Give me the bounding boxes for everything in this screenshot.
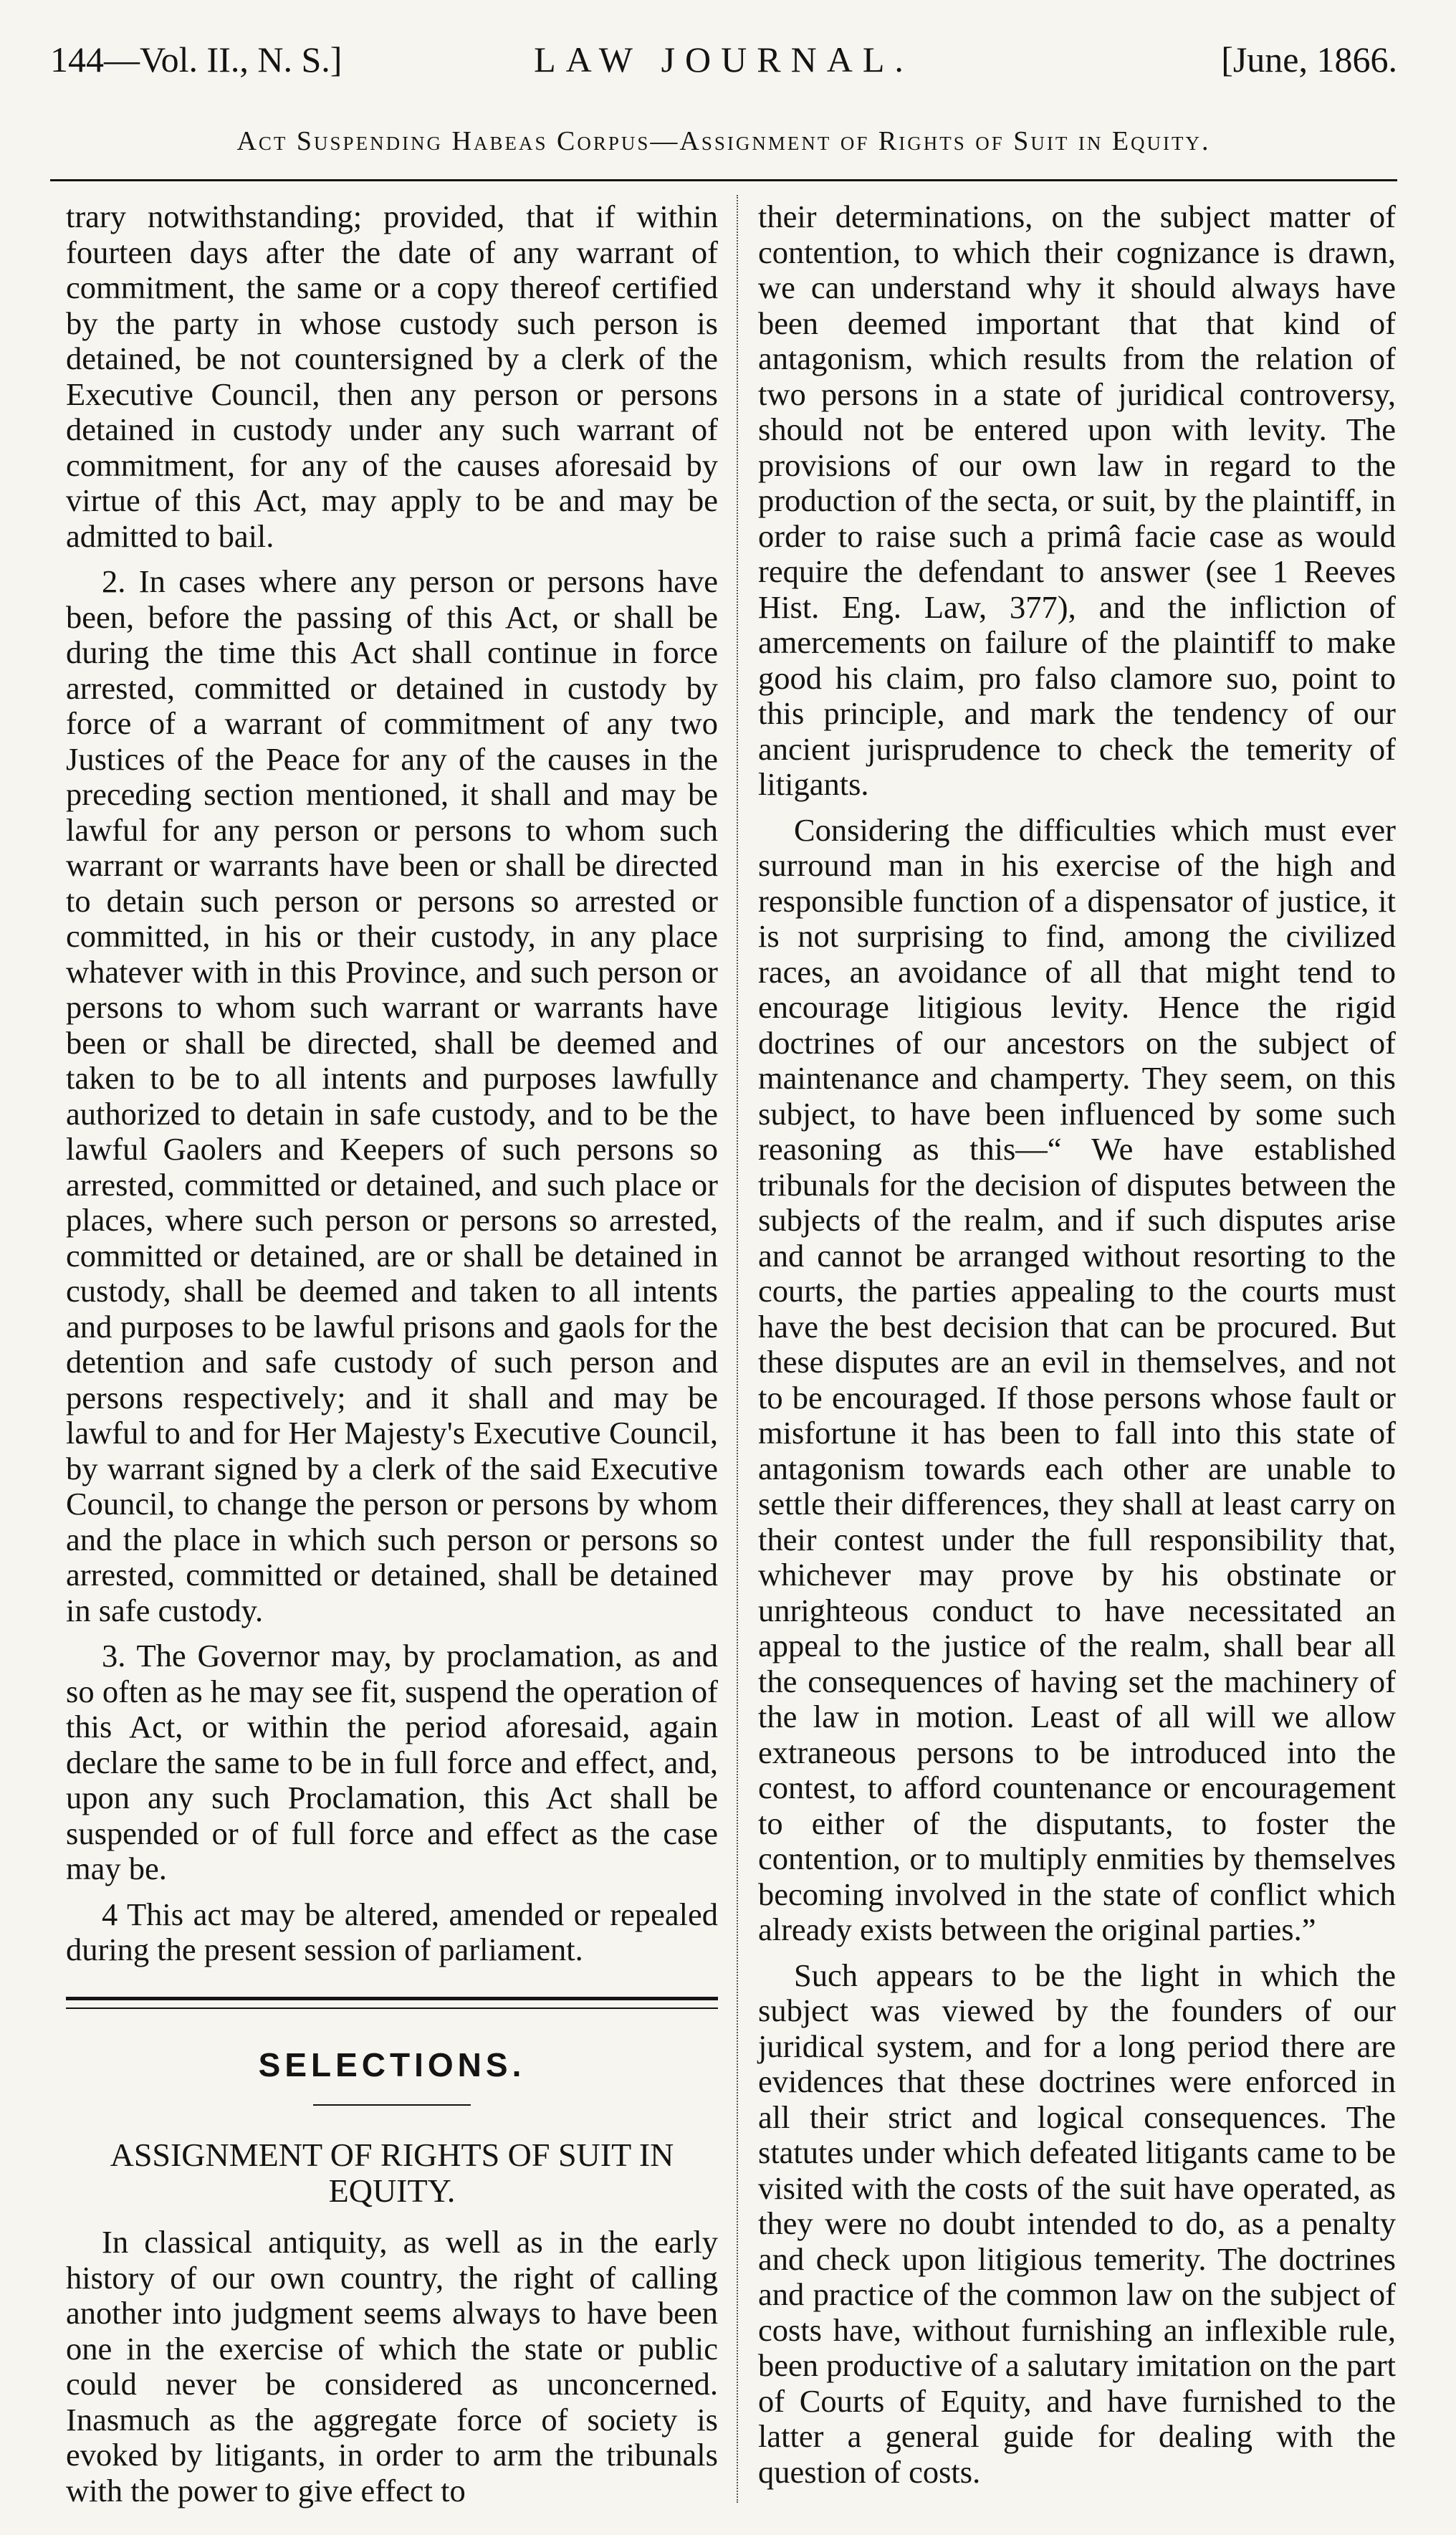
article-paragraph: Such appears to be the light in which the subject was viewed by the founders of our juridical system, and for a long period there are evidences that these doctrines were enforced in all their strict and logical consequences. The statutes under which defeated litigants came to be visited with the costs of the suit have operated, as they were no doubt intended to do, as a penalty and check upon litigious temerity. The doctrines and practice of the common law on the subject of costs have, without furnishing an inflexible rule, been productive of a salutary imitation on the part of Courts of Equity, and have furnished to the latter a general guide for dealing with the question of costs. bbox=[758, 1957, 1396, 2490]
article-paragraph-continued: their determinations, on the subject matter of contention, to which their cognizance is drawn, we can understand why it should always have been deemed important that that kind of antagonism, which results from the relation of two persons in a state of juridical controversy, should not be entered upon with levity. The provisions of our own law in regard to the production of the secta, or suit, by the plaintiff, in order to raise such a primâ facie case as would require the defendant to answer (see 1 Reeves Hist. Eng. Law, 377), and the infliction of amercements on failure of the plaintiff to make good his claim, pro falso clamore suo, point to this principle, and mark the tendency of our ancient jurisprudence to check the temerity of litigants. bbox=[758, 199, 1396, 802]
act-paragraph-continued: trary notwithstanding; provided, that if within fourteen days after the date of any warrant of commitment, the same or a copy thereof certified by the party in whose custody such person is detained, be not countersigned by a clerk of the Executive Council, then any person or persons detained in custody under any such warrant of commitment, for any of the causes aforesaid by virtue of this Act, may apply to be and may be admitted to bail. bbox=[66, 199, 718, 554]
act-section-4: 4 This act may be altered, amended or repealed during the present session of parliament. bbox=[66, 1896, 718, 1967]
header-journal-title: LAW JOURNAL. bbox=[534, 39, 914, 80]
section-separator-thick bbox=[66, 1997, 718, 2000]
section-separator-thin bbox=[66, 2008, 718, 2009]
article-paragraph: In classical antiquity, as well as in the early history of our own country, the right of calling another into judgment seems always to have been one in the exercise of which the state or public could never be considered as unconcerned. Inasmuch as the aggregate force of society is evoked by litigants, in order to arm the tribunals with the power to give effect to bbox=[66, 2224, 718, 2508]
running-header bbox=[50, 27, 1397, 92]
heading-rule bbox=[313, 2104, 471, 2106]
column-divider bbox=[737, 195, 738, 2503]
section-heading: SELECTIONS. bbox=[258, 2045, 526, 2083]
act-section-3: 3. The Governor may, by proclamation, as and so often as he may see fit, suspend the operation of this Act, or within the period aforesaid, again declare the same to be in full force and effect, and, upon any such Proclamation, this Act shall be suspended or of full force and effect as the case may be. bbox=[66, 1638, 718, 1886]
act-section-2: 2. In cases where any person or persons have been, before the passing of this Act, or shall be during the time this Act shall continue in force arrested, committed or detained in custody by force of a warrant of commitment of any two Justices of the Peace for any of the causes in the preceding section mentioned, it shall and may be lawful for any person or persons to whom such warrant or warrants have been or shall be directed to detain such person or persons so arrested or committed, in his or their custody, in any place whatever with in this Province, and such person or persons to whom such warrant or warrants have been or shall be directed, shall be deemed and taken to be to all intents and purposes lawfully authorized to detain in safe custody, and to be the lawful Gaolers and Keepers of such persons so arrested, committed or detained, and such place or places, where such person or persons so arrested, committed or detained, are or shall be detained in custody, shall be deemed and taken to all intents and purposes to be lawful prisons and gaols for the detention and safe custody of such person and persons respectively; and it shall and may be lawful to and for Her Majesty's Executive Council, by warrant signed by a clerk of the said Executive Council, to change the person or persons by whom and the place in which such person or persons so arrested, committed or detained, shall be detained in safe custody. bbox=[66, 563, 718, 1628]
article-paragraph: Considering the difficulties which must ever surround man in his exercise of the high and responsible function of a dispensator of justice, it is not surprising to find, among the civilized races, an avoidance of all that might tend to encourage litigious levity. Hence the rigid doctrines of our ancestors on the subject of maintenance and champerty. They seem, on this subject, to have been influenced by some such reasoning as this—“ We have established tribunals for the decision of disputes between the subjects of the realm, and if such disputes arise and cannot be arranged without resorting to the courts, the parties appealing to the courts must have the best decision that can be procured. But these disputes are an evil in themselves, and not to be encouraged. If those persons whose fault or misfortune it has been to fall into this state of antagonism towards each other are unable to settle their differences, they shall at least carry on their contest under the full responsibility that, whichever may prove by his obstinate or unrighteous conduct to have necessitated an appeal to the justice of the realm, shall bear all the consequences of having set the machinery of the law in motion. Least of all will we allow extraneous persons to be introduced into the contest, to afford countenance or encouragement to either of the disputants, to foster the contention, or to multiply enmities by themselves becoming involved in the state of conflict which already exists between the original parties.” bbox=[758, 811, 1396, 1947]
left-column bbox=[66, 199, 718, 2519]
article-title: ASSIGNMENT OF RIGHTS OF SUIT IN EQUITY. bbox=[110, 2137, 674, 2209]
page-subtitle: Act Suspending Habeas Corpus—Assignment of Rights of Suit in Equity. bbox=[236, 126, 1211, 156]
right-column bbox=[758, 199, 1396, 2500]
header-volume: 144—Vol. II., N. S.] bbox=[50, 39, 343, 80]
header-rule bbox=[50, 179, 1397, 181]
header-date: [June, 1866. bbox=[1221, 39, 1397, 80]
